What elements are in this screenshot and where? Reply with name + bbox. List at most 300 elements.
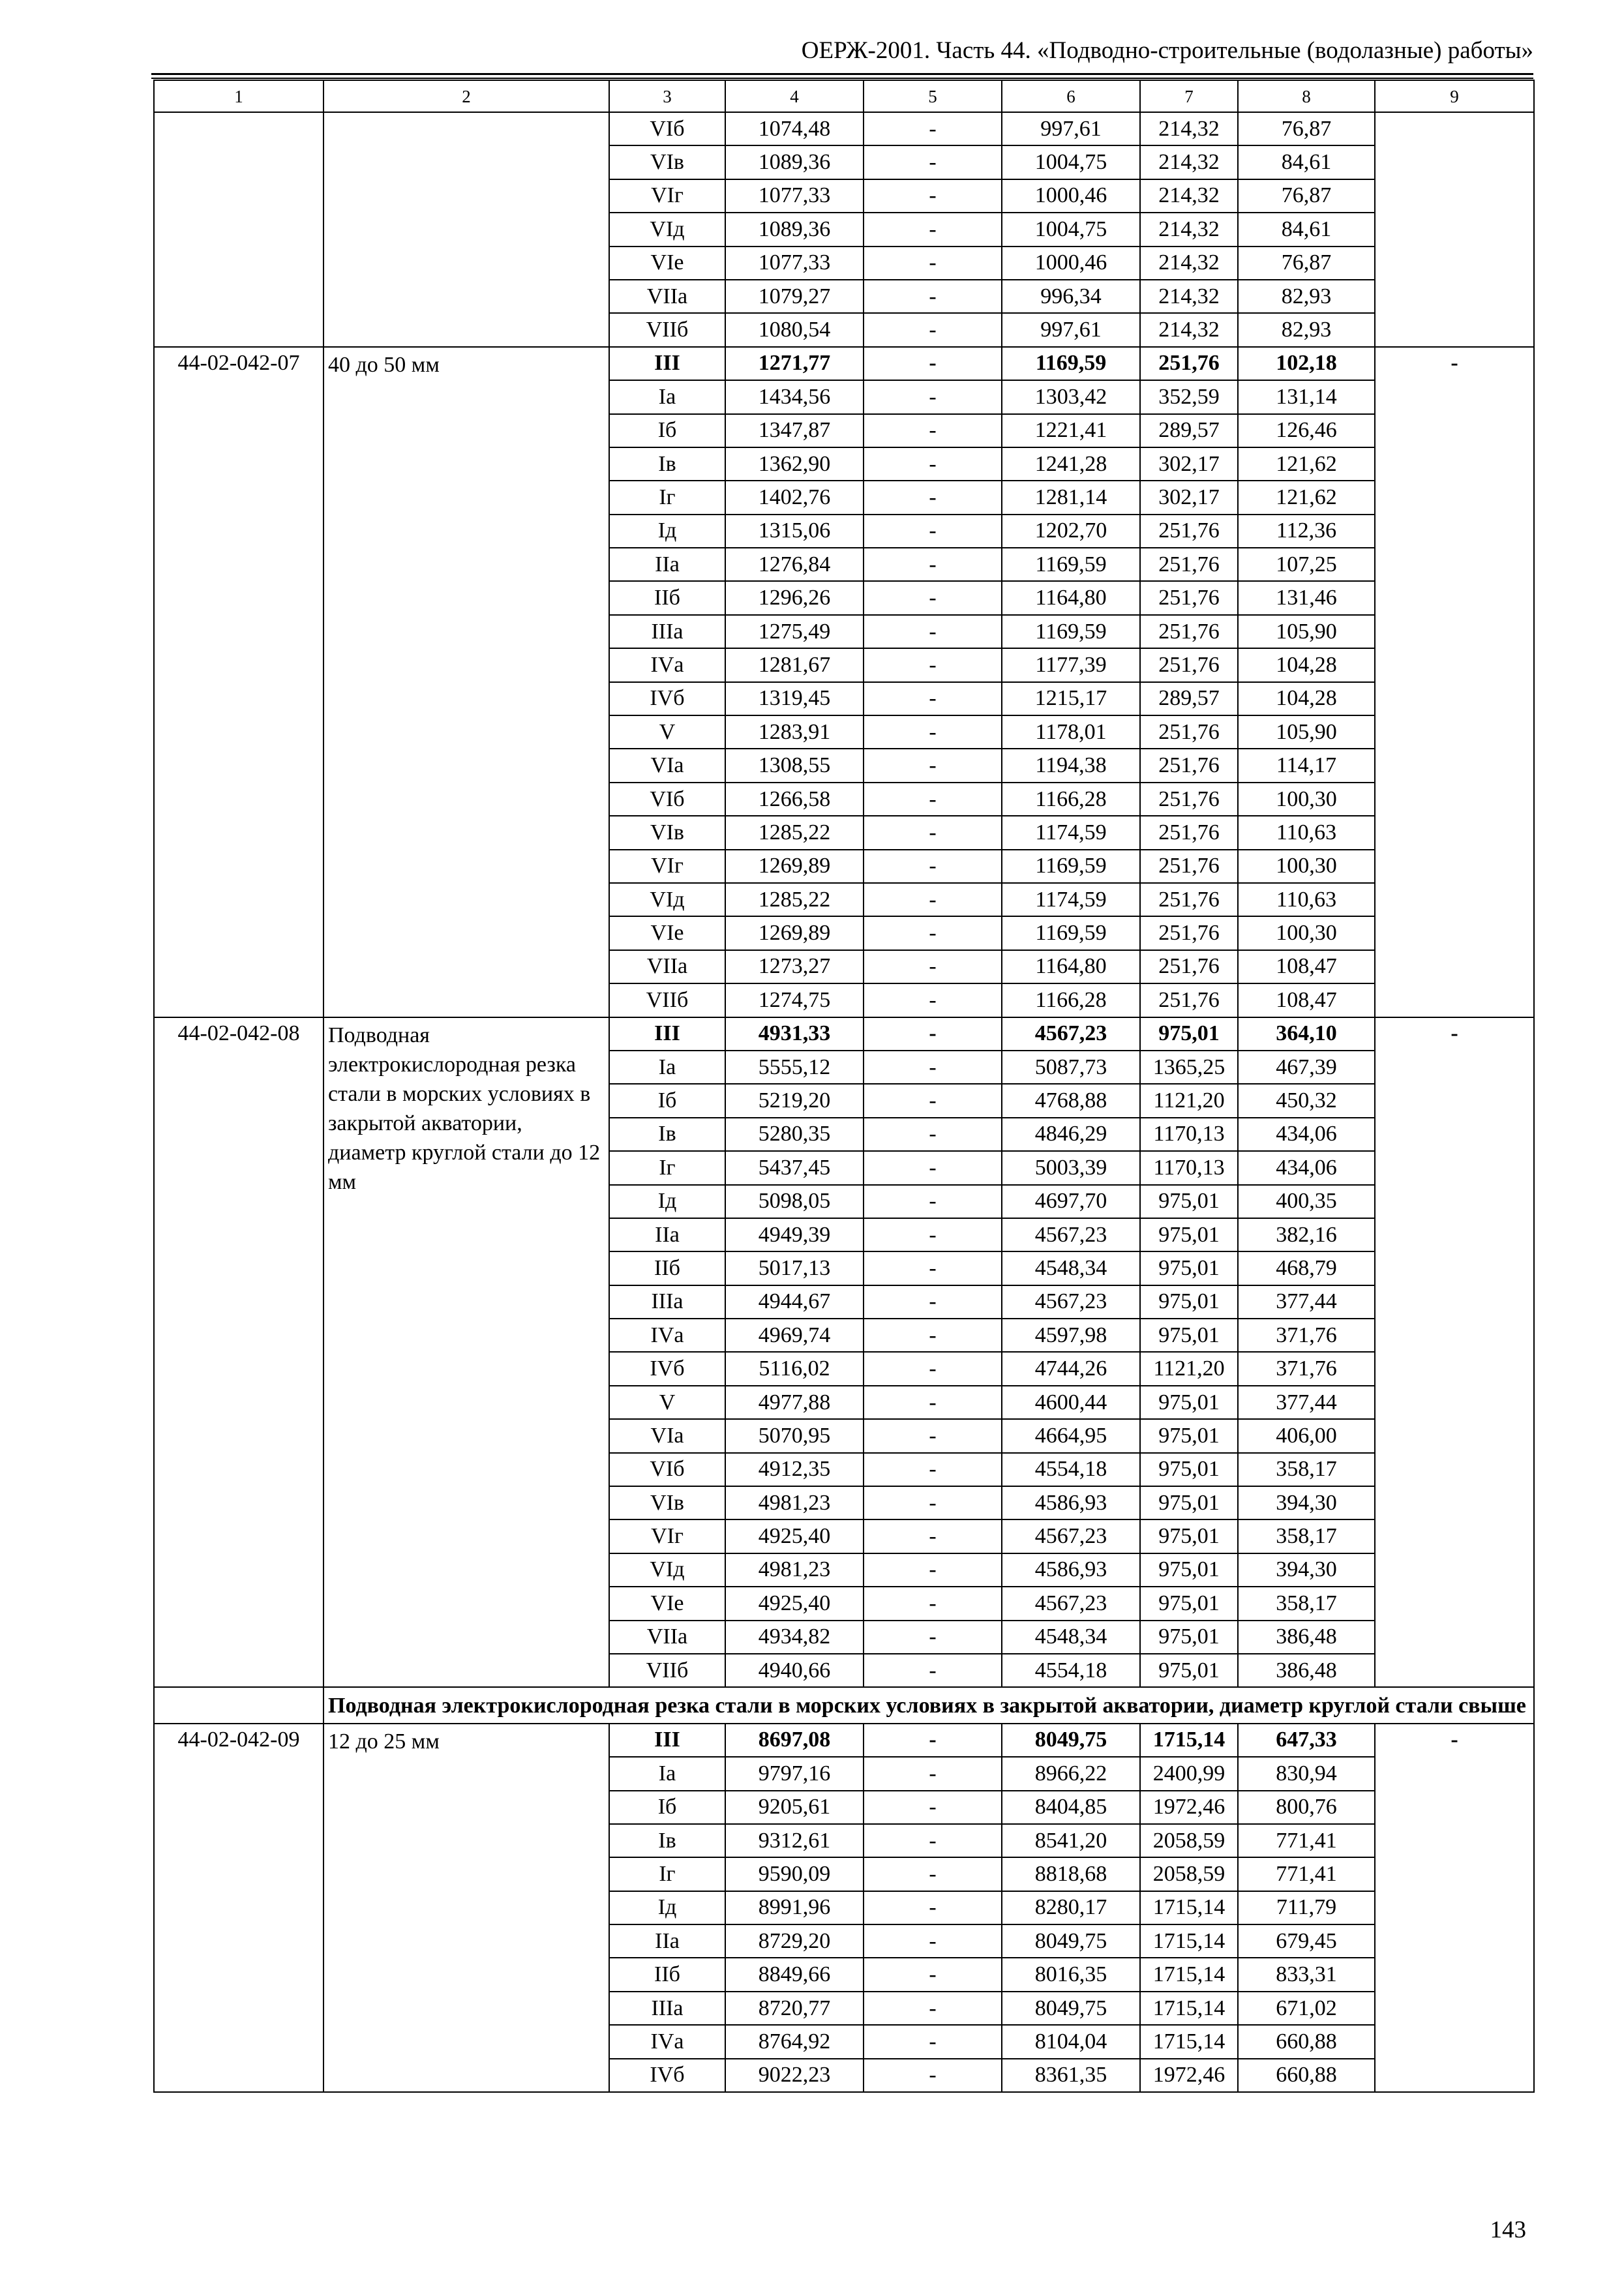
total-cost-cell: 5116,02 — [725, 1352, 864, 1385]
table-row — [154, 1724, 1534, 1757]
header-rule — [151, 73, 1533, 75]
machine-cost-cell: 4586,93 — [1002, 1486, 1140, 1519]
materials-cost-cell: 660,88 — [1238, 2025, 1375, 2058]
column-9-cell: - — [1375, 347, 1534, 1017]
machinist-wage-cell: 251,76 — [1140, 850, 1238, 883]
materials-cost-cell: 100,30 — [1238, 783, 1375, 816]
total-cost-cell: 1319,45 — [725, 682, 864, 715]
machine-cost-cell: 1174,59 — [1002, 883, 1140, 916]
materials-cost-cell: 830,94 — [1238, 1757, 1375, 1790]
zone-cell: Iд — [609, 515, 725, 548]
machine-cost-cell: 1169,59 — [1002, 347, 1140, 380]
machine-cost-cell: 1177,39 — [1002, 648, 1140, 681]
total-cost-cell: 9312,61 — [725, 1824, 864, 1857]
zone-cell: III — [609, 1017, 725, 1051]
wage-cell: - — [864, 280, 1002, 313]
machine-cost-cell: 4744,26 — [1002, 1352, 1140, 1385]
materials-cost-cell: 771,41 — [1238, 1857, 1375, 1891]
machine-cost-cell: 8541,20 — [1002, 1824, 1140, 1857]
total-cost-cell: 4934,82 — [725, 1621, 864, 1654]
machinist-wage-cell: 214,32 — [1140, 213, 1238, 246]
machine-cost-cell: 8049,75 — [1002, 1924, 1140, 1958]
machinist-wage-cell: 302,17 — [1140, 481, 1238, 514]
wage-cell: - — [864, 581, 1002, 614]
wage-cell: - — [864, 1118, 1002, 1151]
machine-cost-cell: 4697,70 — [1002, 1185, 1140, 1218]
total-cost-cell: 1315,06 — [725, 515, 864, 548]
machine-cost-cell: 8049,75 — [1002, 1992, 1140, 2025]
machine-cost-cell: 4846,29 — [1002, 1118, 1140, 1151]
materials-cost-cell: 112,36 — [1238, 515, 1375, 548]
machinist-wage-cell: 975,01 — [1140, 1453, 1238, 1486]
zone-cell: VIа — [609, 749, 725, 782]
machinist-wage-cell: 251,76 — [1140, 916, 1238, 950]
materials-cost-cell: 110,63 — [1238, 883, 1375, 916]
total-cost-cell: 1275,49 — [725, 615, 864, 648]
machinist-wage-cell: 975,01 — [1140, 1621, 1238, 1654]
wage-cell: - — [864, 950, 1002, 983]
machinist-wage-cell: 251,76 — [1140, 715, 1238, 749]
machinist-wage-cell: 214,32 — [1140, 313, 1238, 346]
total-cost-cell: 4977,88 — [725, 1386, 864, 1419]
wage-cell: - — [864, 1654, 1002, 1687]
total-cost-cell: 8991,96 — [725, 1891, 864, 1924]
zone-cell: IIа — [609, 548, 725, 581]
machinist-wage-cell: 975,01 — [1140, 1553, 1238, 1587]
machinist-wage-cell: 251,76 — [1140, 515, 1238, 548]
column-number-row — [154, 80, 1534, 112]
total-cost-cell: 8720,77 — [725, 1992, 864, 2025]
total-cost-cell: 4981,23 — [725, 1486, 864, 1519]
work-name — [323, 112, 609, 347]
machine-cost-cell: 1194,38 — [1002, 749, 1140, 782]
table-body — [154, 80, 1534, 2092]
wage-cell: - — [864, 916, 1002, 950]
materials-cost-cell: 105,90 — [1238, 715, 1375, 749]
zone-cell: VIе — [609, 1587, 725, 1620]
machine-cost-cell: 1174,59 — [1002, 816, 1140, 849]
machinist-wage-cell: 975,01 — [1140, 1285, 1238, 1319]
materials-cost-cell: 382,16 — [1238, 1218, 1375, 1251]
machinist-wage-cell: 975,01 — [1140, 1319, 1238, 1352]
machinist-wage-cell: 214,32 — [1140, 247, 1238, 280]
total-cost-cell: 5098,05 — [725, 1185, 864, 1218]
materials-cost-cell: 104,28 — [1238, 648, 1375, 681]
zone-cell: VIб — [609, 112, 725, 145]
machine-cost-cell: 8818,68 — [1002, 1857, 1140, 1891]
machinist-wage-cell: 975,01 — [1140, 1419, 1238, 1452]
machinist-wage-cell: 214,32 — [1140, 179, 1238, 213]
materials-cost-cell: 671,02 — [1238, 1992, 1375, 2025]
total-cost-cell: 1089,36 — [725, 213, 864, 246]
machine-cost-cell: 1169,59 — [1002, 850, 1140, 883]
machine-cost-cell: 1000,46 — [1002, 179, 1140, 213]
rates-table — [153, 80, 1535, 2093]
zone-cell: VIг — [609, 1519, 725, 1553]
materials-cost-cell: 126,46 — [1238, 414, 1375, 447]
materials-cost-cell: 107,25 — [1238, 548, 1375, 581]
total-cost-cell: 9022,23 — [725, 2059, 864, 2092]
machinist-wage-cell: 2058,59 — [1140, 1824, 1238, 1857]
zone-cell: IVб — [609, 2059, 725, 2092]
wage-cell: - — [864, 615, 1002, 648]
total-cost-cell: 1273,27 — [725, 950, 864, 983]
total-cost-cell: 9590,09 — [725, 1857, 864, 1891]
materials-cost-cell: 386,48 — [1238, 1621, 1375, 1654]
materials-cost-cell: 76,87 — [1238, 247, 1375, 280]
materials-cost-cell: 467,39 — [1238, 1051, 1375, 1084]
column-number: 2 — [323, 80, 609, 112]
zone-cell: III — [609, 347, 725, 380]
zone-cell: III — [609, 1724, 725, 1757]
rate-code: 44-02-042-09 — [154, 1724, 323, 2092]
total-cost-cell: 4944,67 — [725, 1285, 864, 1319]
materials-cost-cell: 434,06 — [1238, 1118, 1375, 1151]
wage-cell: - — [864, 1285, 1002, 1319]
wage-cell: - — [864, 1621, 1002, 1654]
total-cost-cell: 1089,36 — [725, 145, 864, 179]
wage-cell: - — [864, 1151, 1002, 1184]
zone-cell: VIе — [609, 916, 725, 950]
wage-cell: - — [864, 548, 1002, 581]
page-number: 143 — [1490, 2217, 1526, 2243]
materials-cost-cell: 434,06 — [1238, 1151, 1375, 1184]
materials-cost-cell: 394,30 — [1238, 1486, 1375, 1519]
zone-cell: IVа — [609, 2025, 725, 2058]
total-cost-cell: 4931,33 — [725, 1017, 864, 1051]
machinist-wage-cell: 1121,20 — [1140, 1084, 1238, 1117]
materials-cost-cell: 450,32 — [1238, 1084, 1375, 1117]
materials-cost-cell: 394,30 — [1238, 1553, 1375, 1587]
rate-code: 44-02-042-08 — [154, 1017, 323, 1688]
machinist-wage-cell: 1715,14 — [1140, 1724, 1238, 1757]
total-cost-cell: 1077,33 — [725, 247, 864, 280]
total-cost-cell: 1077,33 — [725, 179, 864, 213]
machinist-wage-cell: 251,76 — [1140, 983, 1238, 1017]
materials-cost-cell: 406,00 — [1238, 1419, 1375, 1452]
zone-cell: Iг — [609, 481, 725, 514]
machinist-wage-cell: 251,76 — [1140, 816, 1238, 849]
total-cost-cell: 1276,84 — [725, 548, 864, 581]
total-cost-cell: 8764,92 — [725, 2025, 864, 2058]
zone-cell: Iа — [609, 1757, 725, 1790]
materials-cost-cell: 108,47 — [1238, 983, 1375, 1017]
machine-cost-cell: 4768,88 — [1002, 1084, 1140, 1117]
materials-cost-cell: 468,79 — [1238, 1251, 1375, 1285]
materials-cost-cell: 371,76 — [1238, 1319, 1375, 1352]
wage-cell: - — [864, 1824, 1002, 1857]
machine-cost-cell: 4567,23 — [1002, 1285, 1140, 1319]
zone-cell: VIг — [609, 850, 725, 883]
wage-cell: - — [864, 1352, 1002, 1385]
materials-cost-cell: 358,17 — [1238, 1519, 1375, 1553]
column-9-cell: - — [1375, 1017, 1534, 1688]
wage-cell: - — [864, 414, 1002, 447]
materials-cost-cell: 76,87 — [1238, 112, 1375, 145]
total-cost-cell: 1362,90 — [725, 447, 864, 481]
total-cost-cell: 5437,45 — [725, 1151, 864, 1184]
machine-cost-cell: 8280,17 — [1002, 1891, 1140, 1924]
work-name: 40 до 50 мм — [323, 347, 609, 1017]
wage-cell: - — [864, 1891, 1002, 1924]
machine-cost-cell: 1178,01 — [1002, 715, 1140, 749]
zone-cell: IIа — [609, 1924, 725, 1958]
machine-cost-cell: 4586,93 — [1002, 1553, 1140, 1587]
total-cost-cell: 1285,22 — [725, 883, 864, 916]
materials-cost-cell: 104,28 — [1238, 682, 1375, 715]
column-number: 8 — [1238, 80, 1375, 112]
work-name: 12 до 25 мм — [323, 1724, 609, 2092]
machinist-wage-cell: 251,76 — [1140, 615, 1238, 648]
total-cost-cell: 4925,40 — [725, 1519, 864, 1553]
machine-cost-cell: 1004,75 — [1002, 145, 1140, 179]
zone-cell: VIв — [609, 145, 725, 179]
total-cost-cell: 8697,08 — [725, 1724, 864, 1757]
machine-cost-cell: 1169,59 — [1002, 548, 1140, 581]
column-number: 6 — [1002, 80, 1140, 112]
machine-cost-cell: 4597,98 — [1002, 1319, 1140, 1352]
total-cost-cell: 4940,66 — [725, 1654, 864, 1687]
materials-cost-cell: 358,17 — [1238, 1587, 1375, 1620]
machine-cost-cell: 1169,59 — [1002, 615, 1140, 648]
machinist-wage-cell: 251,76 — [1140, 950, 1238, 983]
zone-cell: IIIа — [609, 1992, 725, 2025]
materials-cost-cell: 400,35 — [1238, 1185, 1375, 1218]
wage-cell: - — [864, 682, 1002, 715]
column-9-cell: - — [1375, 1724, 1534, 2092]
machine-cost-cell: 1166,28 — [1002, 783, 1140, 816]
wage-cell: - — [864, 1791, 1002, 1824]
materials-cost-cell: 100,30 — [1238, 850, 1375, 883]
zone-cell: Iв — [609, 1824, 725, 1857]
column-number: 4 — [725, 80, 864, 112]
zone-cell: VIе — [609, 247, 725, 280]
machine-cost-cell: 997,61 — [1002, 112, 1140, 145]
materials-cost-cell: 377,44 — [1238, 1386, 1375, 1419]
total-cost-cell: 5555,12 — [725, 1051, 864, 1084]
wage-cell: - — [864, 1453, 1002, 1486]
total-cost-cell: 5280,35 — [725, 1118, 864, 1151]
machine-cost-cell: 4548,34 — [1002, 1621, 1140, 1654]
machine-cost-cell: 8049,75 — [1002, 1724, 1140, 1757]
column-number: 9 — [1375, 80, 1534, 112]
machine-cost-cell: 4664,95 — [1002, 1419, 1140, 1452]
machinist-wage-cell: 1715,14 — [1140, 1992, 1238, 2025]
zone-cell: IIб — [609, 1251, 725, 1285]
wage-cell: - — [864, 247, 1002, 280]
total-cost-cell: 1080,54 — [725, 313, 864, 346]
machinist-wage-cell: 975,01 — [1140, 1654, 1238, 1687]
zone-cell: VIд — [609, 213, 725, 246]
wage-cell: - — [864, 1218, 1002, 1251]
materials-cost-cell: 833,31 — [1238, 1958, 1375, 1991]
wage-cell: - — [864, 816, 1002, 849]
section-row — [154, 1687, 1534, 1723]
materials-cost-cell: 84,61 — [1238, 213, 1375, 246]
zone-cell: IVб — [609, 1352, 725, 1385]
machinist-wage-cell: 2058,59 — [1140, 1857, 1238, 1891]
materials-cost-cell: 114,17 — [1238, 749, 1375, 782]
machine-cost-cell: 4567,23 — [1002, 1017, 1140, 1051]
total-cost-cell: 1269,89 — [725, 916, 864, 950]
wage-cell: - — [864, 213, 1002, 246]
zone-cell: VIд — [609, 883, 725, 916]
machinist-wage-cell: 251,76 — [1140, 548, 1238, 581]
machinist-wage-cell: 1715,14 — [1140, 1958, 1238, 1991]
machinist-wage-cell: 1170,13 — [1140, 1151, 1238, 1184]
zone-cell: Iб — [609, 1084, 725, 1117]
zone-cell: VIг — [609, 179, 725, 213]
wage-cell: - — [864, 313, 1002, 346]
wage-cell: - — [864, 1958, 1002, 1991]
machinist-wage-cell: 1715,14 — [1140, 1924, 1238, 1958]
wage-cell: - — [864, 749, 1002, 782]
total-cost-cell: 1308,55 — [725, 749, 864, 782]
materials-cost-cell: 82,93 — [1238, 280, 1375, 313]
materials-cost-cell: 679,45 — [1238, 1924, 1375, 1958]
machinist-wage-cell: 1715,14 — [1140, 1891, 1238, 1924]
zone-cell: IVб — [609, 682, 725, 715]
zone-cell: IIIа — [609, 1285, 725, 1319]
materials-cost-cell: 660,88 — [1238, 2059, 1375, 2092]
machine-cost-cell: 1215,17 — [1002, 682, 1140, 715]
zone-cell: Iв — [609, 447, 725, 481]
machine-cost-cell: 1241,28 — [1002, 447, 1140, 481]
machine-cost-cell: 4554,18 — [1002, 1453, 1140, 1486]
materials-cost-cell: 371,76 — [1238, 1352, 1375, 1385]
machine-cost-cell: 1166,28 — [1002, 983, 1140, 1017]
wage-cell: - — [864, 1519, 1002, 1553]
zone-cell: IIб — [609, 581, 725, 614]
zone-cell: VIв — [609, 1486, 725, 1519]
zone-cell: Iг — [609, 1857, 725, 1891]
materials-cost-cell: 364,10 — [1238, 1017, 1375, 1051]
total-cost-cell: 1274,75 — [725, 983, 864, 1017]
zone-cell: VIIб — [609, 983, 725, 1017]
machine-cost-cell: 1169,59 — [1002, 916, 1140, 950]
column-number: 7 — [1140, 80, 1238, 112]
total-cost-cell: 5219,20 — [725, 1084, 864, 1117]
total-cost-cell: 1269,89 — [725, 850, 864, 883]
wage-cell: - — [864, 1587, 1002, 1620]
zone-cell: VIIб — [609, 1654, 725, 1687]
wage-cell: - — [864, 1185, 1002, 1218]
zone-cell: VIб — [609, 783, 725, 816]
materials-cost-cell: 82,93 — [1238, 313, 1375, 346]
total-cost-cell: 8849,66 — [725, 1958, 864, 1991]
machine-cost-cell: 1303,42 — [1002, 380, 1140, 413]
zone-cell: VIIб — [609, 313, 725, 346]
wage-cell: - — [864, 347, 1002, 380]
machinist-wage-cell: 1170,13 — [1140, 1118, 1238, 1151]
total-cost-cell: 1434,56 — [725, 380, 864, 413]
wage-cell: - — [864, 179, 1002, 213]
machine-cost-cell: 4567,23 — [1002, 1218, 1140, 1251]
total-cost-cell: 4969,74 — [725, 1319, 864, 1352]
materials-cost-cell: 121,62 — [1238, 447, 1375, 481]
machinist-wage-cell: 1365,25 — [1140, 1051, 1238, 1084]
machinist-wage-cell: 975,01 — [1140, 1218, 1238, 1251]
machine-cost-cell: 1202,70 — [1002, 515, 1140, 548]
wage-cell: - — [864, 1724, 1002, 1757]
section-title: Подводная электрокислородная резка стали в морских условиях в закрытой акватории, диаметр круглой стали свыше — [323, 1687, 1534, 1723]
machinist-wage-cell: 214,32 — [1140, 145, 1238, 179]
total-cost-cell: 4949,39 — [725, 1218, 864, 1251]
wage-cell: - — [864, 1486, 1002, 1519]
machine-cost-cell: 1281,14 — [1002, 481, 1140, 514]
total-cost-cell: 1285,22 — [725, 816, 864, 849]
machine-cost-cell: 997,61 — [1002, 313, 1140, 346]
total-cost-cell: 1271,77 — [725, 347, 864, 380]
wage-cell: - — [864, 648, 1002, 681]
zone-cell: V — [609, 715, 725, 749]
machinist-wage-cell: 251,76 — [1140, 648, 1238, 681]
machinist-wage-cell: 251,76 — [1140, 347, 1238, 380]
zone-cell: Iб — [609, 1791, 725, 1824]
materials-cost-cell: 358,17 — [1238, 1453, 1375, 1486]
machinist-wage-cell: 975,01 — [1140, 1486, 1238, 1519]
total-cost-cell: 4912,35 — [725, 1453, 864, 1486]
wage-cell: - — [864, 1553, 1002, 1587]
machine-cost-cell: 5087,73 — [1002, 1051, 1140, 1084]
zone-cell: VIIа — [609, 950, 725, 983]
zone-cell: VIб — [609, 1453, 725, 1486]
total-cost-cell: 5070,95 — [725, 1419, 864, 1452]
wage-cell: - — [864, 883, 1002, 916]
wage-cell: - — [864, 715, 1002, 749]
zone-cell: Iа — [609, 1051, 725, 1084]
zone-cell: Iд — [609, 1891, 725, 1924]
wage-cell: - — [864, 481, 1002, 514]
machine-cost-cell: 1004,75 — [1002, 213, 1140, 246]
machinist-wage-cell: 2400,99 — [1140, 1757, 1238, 1790]
machinist-wage-cell: 1715,14 — [1140, 2025, 1238, 2058]
wage-cell: - — [864, 145, 1002, 179]
total-cost-cell: 4925,40 — [725, 1587, 864, 1620]
zone-cell: Iг — [609, 1151, 725, 1184]
zone-cell: Iд — [609, 1185, 725, 1218]
machinist-wage-cell: 251,76 — [1140, 581, 1238, 614]
total-cost-cell: 5017,13 — [725, 1251, 864, 1285]
wage-cell: - — [864, 983, 1002, 1017]
wage-cell: - — [864, 1924, 1002, 1958]
work-name: Подводная электрокислородная резка стали в морских условиях в закрытой акватории, диаметр круглой стали до 12 мм — [323, 1017, 609, 1688]
wage-cell: - — [864, 1419, 1002, 1452]
materials-cost-cell: 102,18 — [1238, 347, 1375, 380]
machinist-wage-cell: 975,01 — [1140, 1519, 1238, 1553]
machinist-wage-cell: 214,32 — [1140, 280, 1238, 313]
total-cost-cell: 1266,58 — [725, 783, 864, 816]
wage-cell: - — [864, 447, 1002, 481]
machinist-wage-cell: 1972,46 — [1140, 1791, 1238, 1824]
machinist-wage-cell: 251,76 — [1140, 749, 1238, 782]
total-cost-cell: 1283,91 — [725, 715, 864, 749]
machine-cost-cell: 8966,22 — [1002, 1757, 1140, 1790]
wage-cell: - — [864, 1386, 1002, 1419]
wage-cell: - — [864, 783, 1002, 816]
machine-cost-cell: 8104,04 — [1002, 2025, 1140, 2058]
total-cost-cell: 4981,23 — [725, 1553, 864, 1587]
machinist-wage-cell: 975,01 — [1140, 1251, 1238, 1285]
materials-cost-cell: 105,90 — [1238, 615, 1375, 648]
wage-cell: - — [864, 1757, 1002, 1790]
machine-cost-cell: 1221,41 — [1002, 414, 1140, 447]
column-number: 1 — [154, 80, 323, 112]
total-cost-cell: 1079,27 — [725, 280, 864, 313]
wage-cell: - — [864, 2025, 1002, 2058]
materials-cost-cell: 386,48 — [1238, 1654, 1375, 1687]
total-cost-cell: 1347,87 — [725, 414, 864, 447]
